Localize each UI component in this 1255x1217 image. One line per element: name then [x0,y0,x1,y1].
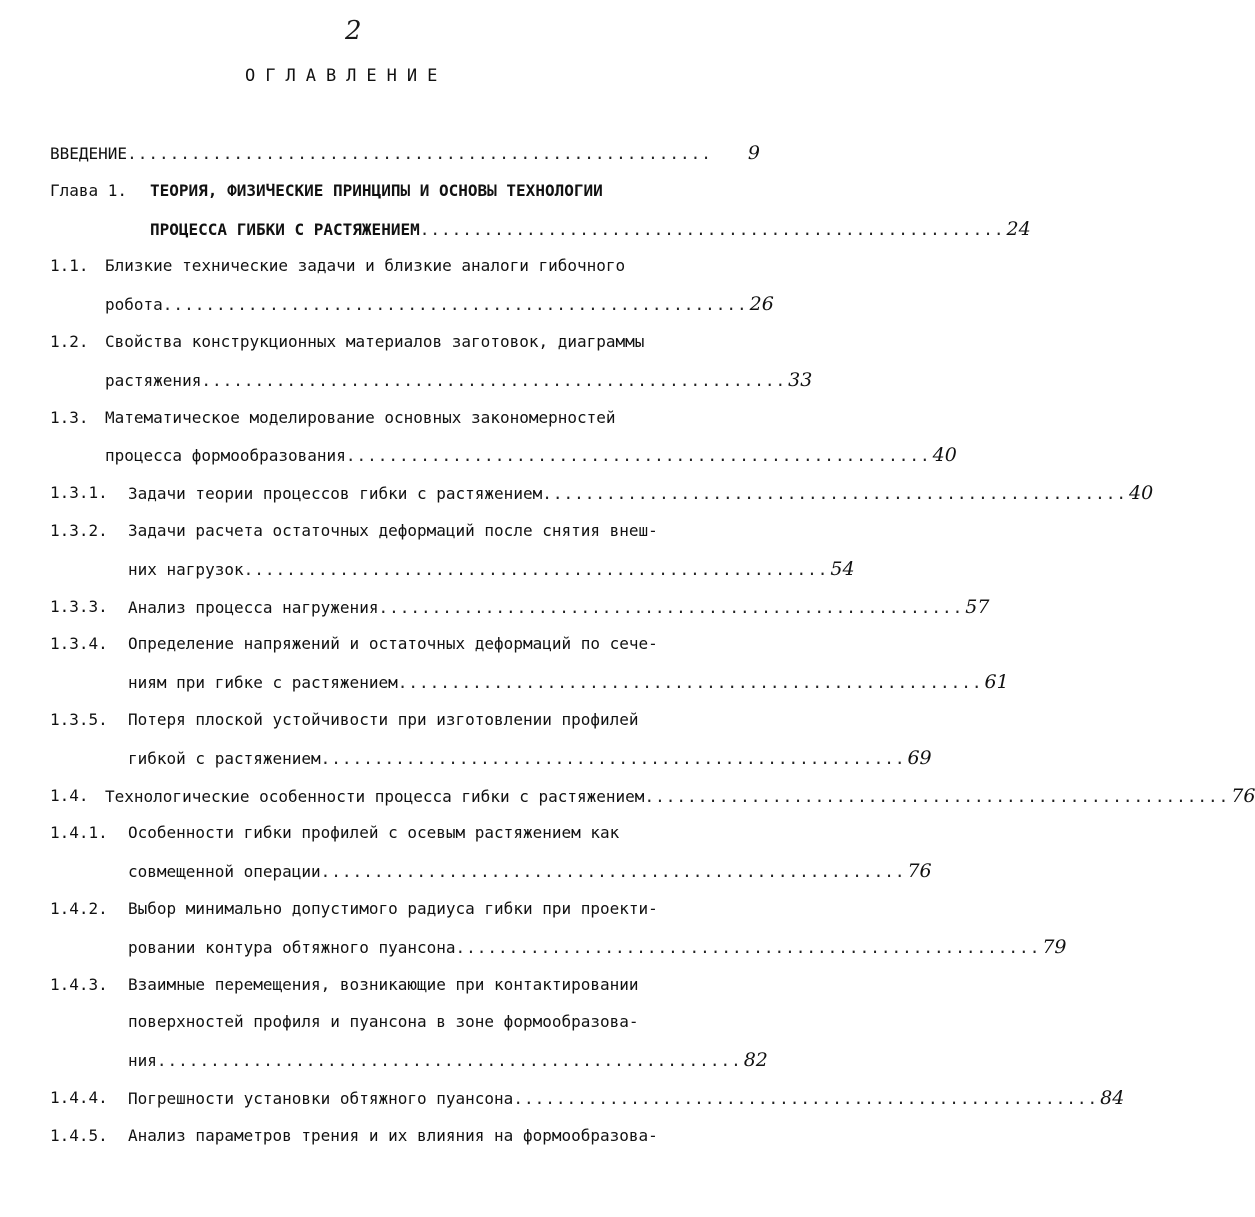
toc-entry-line [105,406,760,430]
toc-entry-text: растяжения [105,370,202,390]
toc-entry-number: 1.4.3. [50,974,108,994]
toc-entry-number: 1.2. [50,332,89,351]
leader-dots: ....................................................... [127,144,712,163]
toc-page-number: 84 [1100,1087,1125,1109]
leader-dots: ....................................................... [156,1051,742,1071]
toc-entry-line [128,519,760,543]
leader-dots: ....................................................... [345,446,931,466]
toc-entry-line [150,179,760,203]
toc-entry-number: 1.3.1. [50,483,108,503]
toc-page-number: 76 [907,860,932,883]
leader-dots: ....................................................... [644,786,1230,806]
toc-entry-text: Математическое моделирование основных закономерностей [105,407,616,427]
toc-entry-line [128,632,760,656]
toc-entry-number: 1.3.5. [50,710,108,729]
toc-entry-number: 1.3.2. [50,521,108,540]
toc-entry-number: 1.3. [50,407,89,427]
toc-entry-line [128,746,932,770]
toc-entry-text: Потеря плоской устойчивости при изготовлении профилей [128,710,639,729]
toc-entry-line [128,481,1154,505]
toc-entry-number: 1.4. [50,785,89,805]
toc-entry-line [105,443,957,467]
toc-page-number: 82 [743,1049,768,1072]
toc-entry-text: ВВЕДЕНИЕ [50,144,128,163]
toc-entry-line [128,821,760,845]
toc-entry-text: робота [105,295,163,315]
toc-entry-text: Особенности гибки профилей с осевым растяжением как [128,823,620,843]
leader-dots: ....................................................... [320,748,906,768]
leader-dots: ....................................................... [201,370,787,390]
toc-entry-text: гибкой с растяжением [128,748,321,768]
toc-entry-line [150,217,1031,241]
toc-entry-number: 1.3.3. [50,596,108,616]
toc-entry-text: Взаимные перемещения, возникающие при контактировании [128,974,639,994]
toc-entry-line [128,973,760,997]
toc-page-number: 40 [1129,482,1154,505]
toc-entry-line [128,1124,760,1148]
toc-entry-text: поверхностей профиля и пуансона в зоне формообразова- [128,1012,639,1032]
toc-entry-line [128,595,990,619]
toc-page-number: 40 [932,444,957,467]
toc-page-number: 24 [1006,217,1031,240]
leader-dots: ....................................................... [397,673,983,693]
leader-dots: ....................................................... [455,937,1041,957]
toc-entry-line [50,141,760,165]
toc-entry-text: Задачи теории процессов гибки с растяжением [128,484,543,504]
toc-entry-line [128,897,760,921]
toc-entry-text: Близкие технические задачи и близкие аналоги гибочного [105,256,626,276]
toc-entry-line [105,254,760,278]
toc-page-number: 79 [1042,935,1067,958]
toc-entry-number: 1.4.1. [50,823,108,843]
toc-entry-text: совмещенной операции [128,862,321,882]
toc-entry-text: ровании контура обтяжного пуансона [128,937,456,957]
toc-entry-line [128,1010,760,1034]
toc-entry-text: Погрешности установки обтяжного пуансона [128,1089,514,1108]
toc-entry-text: Выбор минимально допустимого радиуса гибки при проекти- [128,899,658,918]
toc-entry-text: процесса формообразования [105,446,346,466]
toc-entry-number: 1.4.2. [50,899,108,918]
toc-page-number: 33 [788,368,813,391]
leader-dots: ....................................................... [542,484,1128,504]
toc-entry-number: 1.1. [50,256,89,276]
toc-page-number: 26 [749,293,774,316]
toc-entry-line [128,935,1067,959]
leader-dots: ....................................................... [378,597,964,617]
toc-entry-text: ниям при гибке с растяжением [128,673,398,693]
toc-entry-line [128,1048,768,1072]
toc-entry-line [128,708,760,732]
leader-dots: ....................................................... [513,1089,1099,1108]
toc-entry-text: Анализ процесса нагружения [128,597,379,617]
toc-entry-number: Глава 1. [50,180,128,200]
toc-page-number: 54 [830,557,855,580]
toc-entry-text: них нагрузок [128,559,244,579]
toc-entry-text: ния [128,1051,157,1071]
toc-page-number: 61 [984,671,1009,694]
toc-page-number: 69 [907,746,932,769]
toc-entry-text: Анализ параметров трения и их влияния на формообразова- [128,1125,658,1145]
toc-entry-number: 1.4.4. [50,1088,108,1107]
leader-dots: ....................................................... [320,862,906,882]
toc-entry-line [128,670,1009,694]
toc-entry-line [105,784,1255,808]
toc-entry-line [105,330,760,354]
toc-page-number: 9 [747,142,760,164]
toc-entry-text: ТЕОРИЯ, ФИЗИЧЕСКИЕ ПРИНЦИПЫ И ОСНОВЫ ТЕХНОЛОГИИ [150,180,603,200]
toc-entry-line [105,292,774,316]
toc-entry-text: Задачи расчета остаточных деформаций после снятия внеш- [128,521,658,540]
toc-page-number: 76 [1231,784,1255,807]
leader-dots: ....................................................... [162,295,748,315]
toc-entry-text: ПРОЦЕССА ГИБКИ С РАСТЯЖЕНИЕМ [150,219,420,239]
toc-entry-line [105,368,813,392]
leader-dots: ....................................................... [243,559,829,579]
toc-entry-text: Свойства конструкционных материалов заготовок, диаграммы [105,332,645,351]
toc-entry-text: Определение напряжений и остаточных деформаций по сече- [128,634,658,654]
toc-title: ОГЛАВЛЕНИЕ [245,66,448,86]
toc-page-number: 57 [965,595,990,618]
leader-dots: ....................................................... [419,219,1005,239]
toc-entry-line [128,1086,1125,1110]
toc-entry-number: 1.4.5. [50,1125,108,1145]
page-number: 2 [345,16,362,46]
toc-entry-line [128,557,855,581]
toc-entry-text: Технологические особенности процесса гибки с растяжением [105,786,645,806]
toc-entry-number: 1.3.4. [50,634,108,654]
toc-entry-line [128,859,932,883]
